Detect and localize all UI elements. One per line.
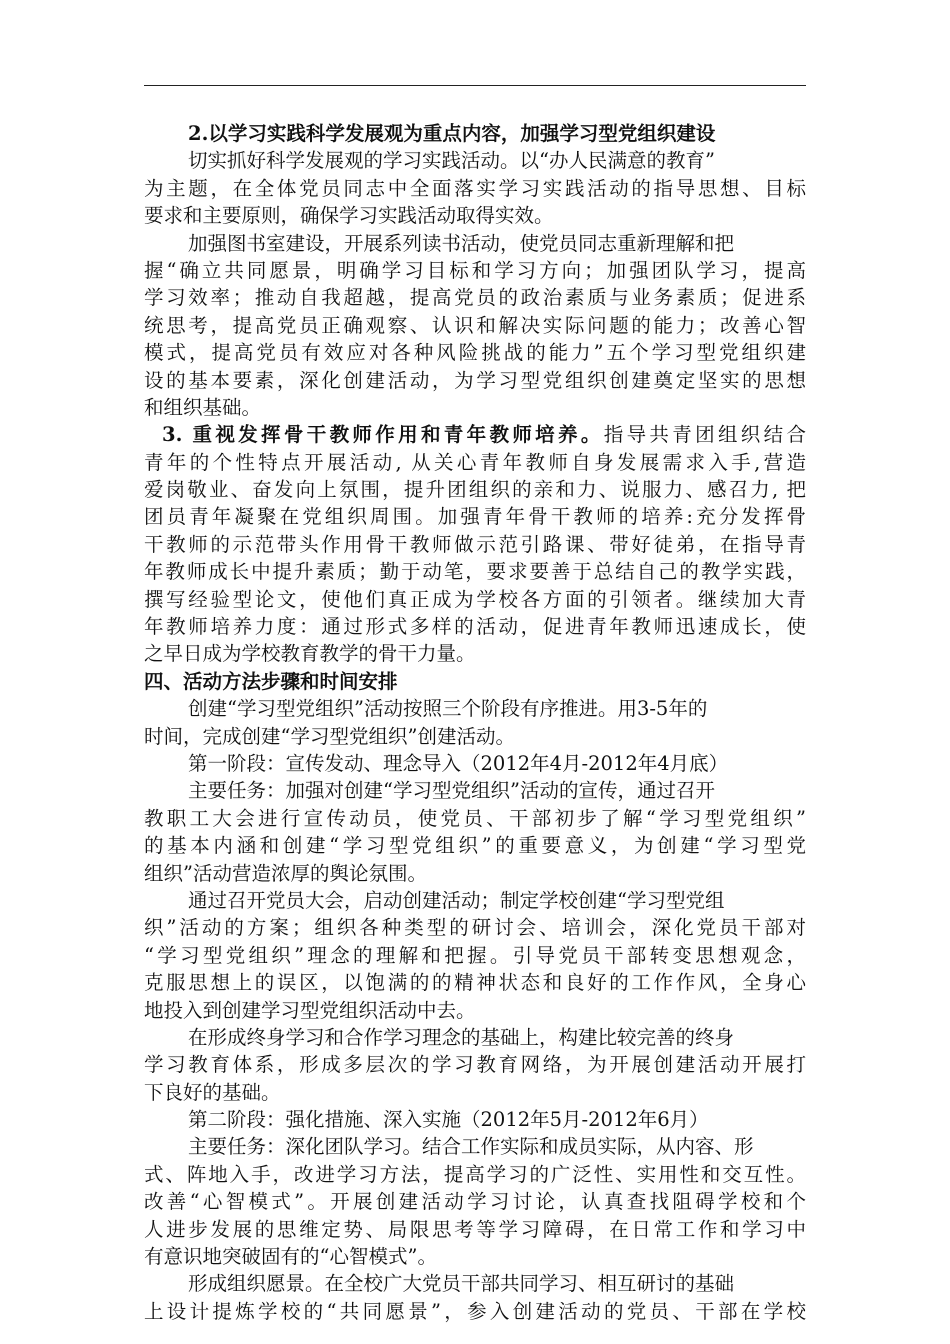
paragraph-text: 织”活动的方案；组织各种类型的研讨会、培训会，深化党员干部对 [144,916,806,940]
text-line [144,1270,806,1297]
text-line [144,312,806,339]
paragraph-text: 为主题，在全体党员同志中全面落实学习实践活动的指导思想、目标 [144,176,806,200]
text-line [144,1216,806,1243]
text-line [144,449,806,476]
paragraph-text: 设的基本要素，深化创建活动，为学习型党组织创建奠定坚实的思想 [144,368,806,392]
text-line [144,668,806,695]
text-line [144,558,806,585]
paragraph-text: 地投入到创建学习型党组织活动中去。 [144,998,476,1022]
text-line [144,230,806,257]
paragraph-text: 的基本内涵和创建“学习型党组织”的重要意义，为创建“学习型党 [144,834,806,858]
paragraph-text: 爱岗敬业、奋发向上氛围，提升团组织的亲和力、说服力、感召力, 把 [144,478,806,502]
paragraph-text: 人进步发展的思维定势、局限思考等学习障碍，在日常工作和学习中 [144,1217,806,1241]
paragraph-text: 在形成终身学习和合作学习理念的基础上，构建比较完善的终身 [188,1025,735,1049]
paragraph-text: 握“确立共同愿景，明确学习目标和学习方向；加强团队学习，提高 [144,258,806,282]
paragraph-text: 模式，提高党员有效应对各种风险挑战的能力”五个学习型党组织建 [144,341,806,365]
paragraph-text: 和组织基础。 [144,395,262,419]
paragraph-text: 统思考，提高党员正确观察、认识和解决实际问题的能力；改善心智 [144,313,806,337]
paragraph-text: 有意识地突破固有的“心智模式”。 [144,1245,437,1269]
section-heading-inline: 3. 重视发挥骨干教师作用和青年教师培养。 [162,423,604,447]
paragraph-text: 改善“心智模式”。开展创建活动学习讨论，认真查找阻碍学校和个 [144,1190,806,1214]
text-line [144,586,806,613]
header-rule [144,85,806,86]
text-line [144,120,806,147]
paragraph-text: 时间，完成创建“学习型党组织”创建活动。 [144,724,515,748]
paragraph-text: 之早日成为学校教育教学的骨干力量。 [144,642,476,666]
text-line [144,284,806,311]
paragraph-text: 干教师的示范带头作用骨干教师做示范引路课、带好徒弟，在指导青 [144,532,806,556]
text-line [144,1024,806,1051]
paragraph-text: 青年的个性特点开展活动, 从关心青年教师自身发展需求入手,营造 [144,450,806,474]
paragraph-text: 式、阵地入手，改进学习方法，提高学习的广泛性、实用性和交互性。 [144,1162,806,1186]
paragraph-text: 年教师成长中提升素质；勤于动笔，要求要善于总结自己的教学实践， [144,560,806,584]
text-line [144,1051,806,1078]
text-line [144,421,806,448]
text-line [144,1106,806,1133]
text-line [144,805,806,832]
text-line [144,914,806,941]
text-line [144,777,806,804]
text-line [144,257,806,284]
paragraph-text: 教职工大会进行宣传动员，使党员、干部初步了解“学习型党组织” [144,806,806,830]
paragraph-text: 学习教育体系，形成多层次的学习教育网络，为开展创建活动开展打 [144,1053,806,1077]
paragraph-text: 要求和主要原则，确保学习实践活动取得实效。 [144,204,554,228]
paragraph-text: 撰写经验型论文，使他们真正成为学校各方面的引领者。继续加大青 [144,587,806,611]
text-line [144,860,806,887]
text-line [144,202,806,229]
paragraph-text: 学习效率；推动自我超越，提高党员的政治素质与业务素质；促进系 [144,286,806,310]
text-line [144,640,806,667]
section-heading: 2.以学习实践科学发展观为重点内容，加强学习型党组织建设 [188,122,716,145]
text-line [144,613,806,640]
paragraph-text: 通过召开党员大会，启动创建活动；制定学校创建“学习型党组 [188,888,725,912]
text-line [144,997,806,1024]
paragraph-text: “学习型党组织”理念的理解和把握。引导党员干部转变思想观念， [144,943,806,967]
paragraph-text: 切实抓好科学发展观的学习实践活动。以“办人民满意的教育” [188,149,715,173]
paragraph-text: 第一阶段：宣传发动、理念导入（2012年4月-2012年4月底） [188,751,729,775]
paragraph-text: 上设计提炼学校的“共同愿景”，参入创建活动的党员、干部在学校 [144,1299,806,1323]
text-line [144,476,806,503]
document-body [144,120,806,1325]
paragraph-text: 主要任务：深化团队学习。结合工作实际和成员实际，从内容、形 [188,1135,754,1159]
text-line [144,147,806,174]
text-line [144,1243,806,1270]
text-line [144,750,806,777]
paragraph-text: 加强图书室建设，开展系列读书活动，使党员同志重新理解和把 [188,231,735,255]
text-line [144,503,806,530]
paragraph-text: 第二阶段：强化措施、深入实施（2012年5月-2012年6月） [188,1108,709,1132]
text-line [144,531,806,558]
text-line [144,339,806,366]
paragraph-text: 下良好的基础。 [144,1080,281,1104]
text-line [144,832,806,859]
paragraph-text: 年教师培养力度：通过形式多样的活动，促进青年教师迅速成长，使 [144,615,806,639]
text-line [144,887,806,914]
text-line [144,1298,806,1325]
text-line [144,942,806,969]
paragraph-text: 形成组织愿景。在全校广大党员干部共同学习、相互研讨的基础 [188,1272,735,1296]
paragraph-text: 指导共青团组织结合 [603,423,806,447]
text-line [144,367,806,394]
chapter-heading: 四、活动方法步骤和时间安排 [144,669,398,693]
paragraph-text: 克服思想上的误区，以饱满的的精神状态和良好的工作作风，全身心 [144,971,806,995]
text-line [144,1133,806,1160]
text-line [144,695,806,722]
text-line [144,1188,806,1215]
text-line [144,175,806,202]
paragraph-text: 团员青年凝聚在党组织周围。加强青年骨干教师的培养:充分发挥骨 [144,505,806,529]
text-line [144,1161,806,1188]
paragraph-text: 组织”活动营造浓厚的舆论氛围。 [144,861,427,885]
paragraph-text: 创建“学习型党组织”活动按照三个阶段有序推进。用3-5年的 [188,697,708,721]
text-line [144,969,806,996]
text-line [144,723,806,750]
text-line [144,1079,806,1106]
paragraph-text: 主要任务：加强对创建“学习型党组织”活动的宣传，通过召开 [188,779,715,803]
text-line [144,394,806,421]
